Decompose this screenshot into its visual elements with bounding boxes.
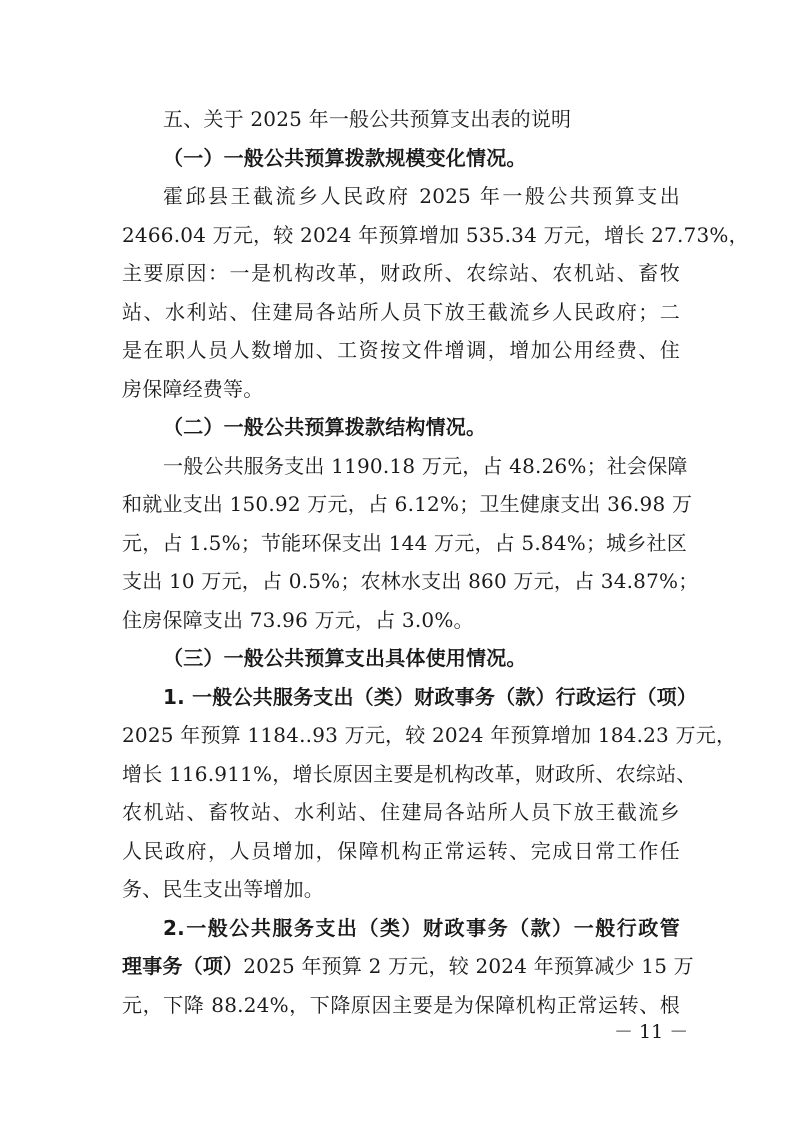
subsection-1-title: （一）一般公共预算拨款规模变化情况。 — [163, 145, 527, 170]
paragraph-line: 增长 116.911%，增长原因主要是机构改革，财政所、农综站、 — [122, 761, 697, 786]
item-2-text: 2025 年预算 2 万元，较 2024 年预算减少 15 万 — [243, 954, 694, 978]
paragraph-line: 住房保障支出 73.96 万元，占 3.0%。 — [122, 607, 474, 632]
paragraph-line: 人民政府，人员增加，保障机构正常运转、完成日常工作任 — [122, 838, 680, 863]
subsection-3-title: （三）一般公共预算支出具体使用情况。 — [163, 646, 527, 670]
paragraph-line: 霍邱县王截流乡人民政府 2025 年一般公共预算支出 — [163, 184, 680, 208]
document-body — [122, 100, 749, 1024]
section-heading: 五、关于 2025 年一般公共预算支出表的说明 — [163, 107, 572, 131]
paragraph-line: 站、水利站、住建局各站所人员下放王截流乡人民政府；二 — [122, 299, 680, 324]
paragraph-line: 是在职人员人数增加、工资按文件增调，增加公用经费、住 — [122, 338, 680, 362]
paragraph-line: 2466.04 万元，较 2024 年预算增加 535.34 万元，增长 27.73%， — [122, 222, 749, 247]
paragraph-line: 主要原因：一是机构改革，财政所、农综站、农机站、畜牧 — [122, 261, 680, 285]
paragraph-line: 支出 10 万元，占 0.5%；农林水支出 860 万元，占 34.87%； — [122, 569, 699, 593]
item-1-title: 1. 一般公共服务支出（类）财政事务（款）行政运行（项） — [163, 684, 698, 709]
paragraph-line: 和就业支出 150.92 万元，占 6.12%；卫生健康支出 36.98 万 — [122, 492, 693, 516]
paragraph-line: 务、民生支出等增加。 — [122, 877, 324, 901]
paragraph-line: 元，占 1.5%；节能环保支出 144 万元，占 5.84%；城乡社区 — [122, 530, 687, 555]
paragraph-line-mixed — [122, 947, 694, 986]
paragraph-line: 农机站、畜牧站、水利站、住建局各站所人员下放王截流乡 — [122, 800, 680, 824]
item-2-title-continued: 理事务（项） — [122, 954, 244, 978]
item-2-title: 2.一般公共服务支出（类）财政事务（款）一般行政管 — [163, 915, 680, 940]
paragraph-line: 2025 年预算 1184..93 万元，较 2024 年预算增加 184.23 万元， — [122, 723, 737, 747]
paragraph-line: 一般公共服务支出 1190.18 万元，占 48.26%；社会保障 — [163, 453, 688, 478]
paragraph-line: 房保障经费等。 — [122, 376, 264, 401]
paragraph-line: 元，下降 88.24%，下降原因主要是为保障机构正常运转、根 — [122, 992, 680, 1017]
subsection-2-title: （二）一般公共预算拨款结构情况。 — [163, 415, 487, 439]
page-number: － 11 － — [614, 1021, 689, 1043]
